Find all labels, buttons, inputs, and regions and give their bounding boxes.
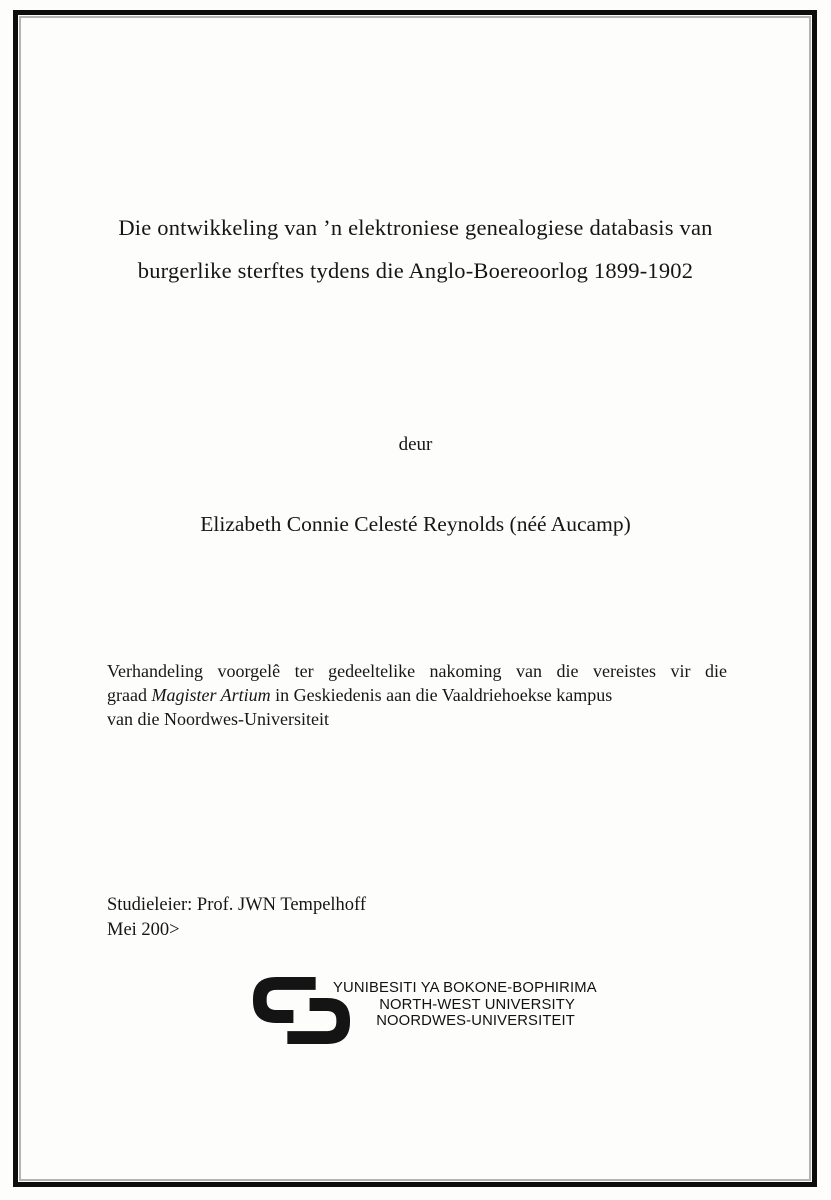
university-logo [253, 977, 597, 1047]
university-logo-text [333, 980, 597, 1030]
degree-statement-line-2 [107, 683, 727, 707]
degree-statement-line-2-prefix: graad [107, 685, 152, 705]
supervisor-block [107, 893, 366, 942]
logo-text-afrikaans: NOORDWES-UNIVERSITEIT [376, 1013, 575, 1030]
byline: deur [398, 434, 433, 455]
degree-statement-line-3: van die Noordwes-Universiteit [107, 709, 329, 729]
degree-name-italic: Magister Artium [151, 685, 271, 705]
logo-text-setswana: YUNIBESITI YA BOKONE-BOPHIRIMA [333, 980, 597, 996]
author-name: Elizabeth Connie Celesté Reynolds (néé Aucamp) [200, 512, 631, 536]
degree-statement-line-2-suffix: in Geskiedenis aan die Vaaldriehoekse kampus [270, 685, 613, 705]
supervisor-line: Studieleier: Prof. JWN Tempelhoff [107, 895, 367, 915]
date-line: Mei 200> [107, 919, 180, 940]
degree-statement-line-1: Verhandeling voorgelê ter gedeeltelike nakoming van die vereistes vir die [107, 661, 727, 681]
thesis-title-line-2: burgerlike sterftes tydens die Anglo-Boereoorlog 1899-1902 [137, 258, 694, 283]
degree-statement [107, 659, 727, 731]
logo-text-english: NORTH-WEST UNIVERSITY [379, 996, 575, 1013]
thesis-title [45, 206, 786, 292]
thesis-title-line-1: Die ontwikkeling van ’n elektroniese genealogiese databasis van [118, 215, 713, 240]
